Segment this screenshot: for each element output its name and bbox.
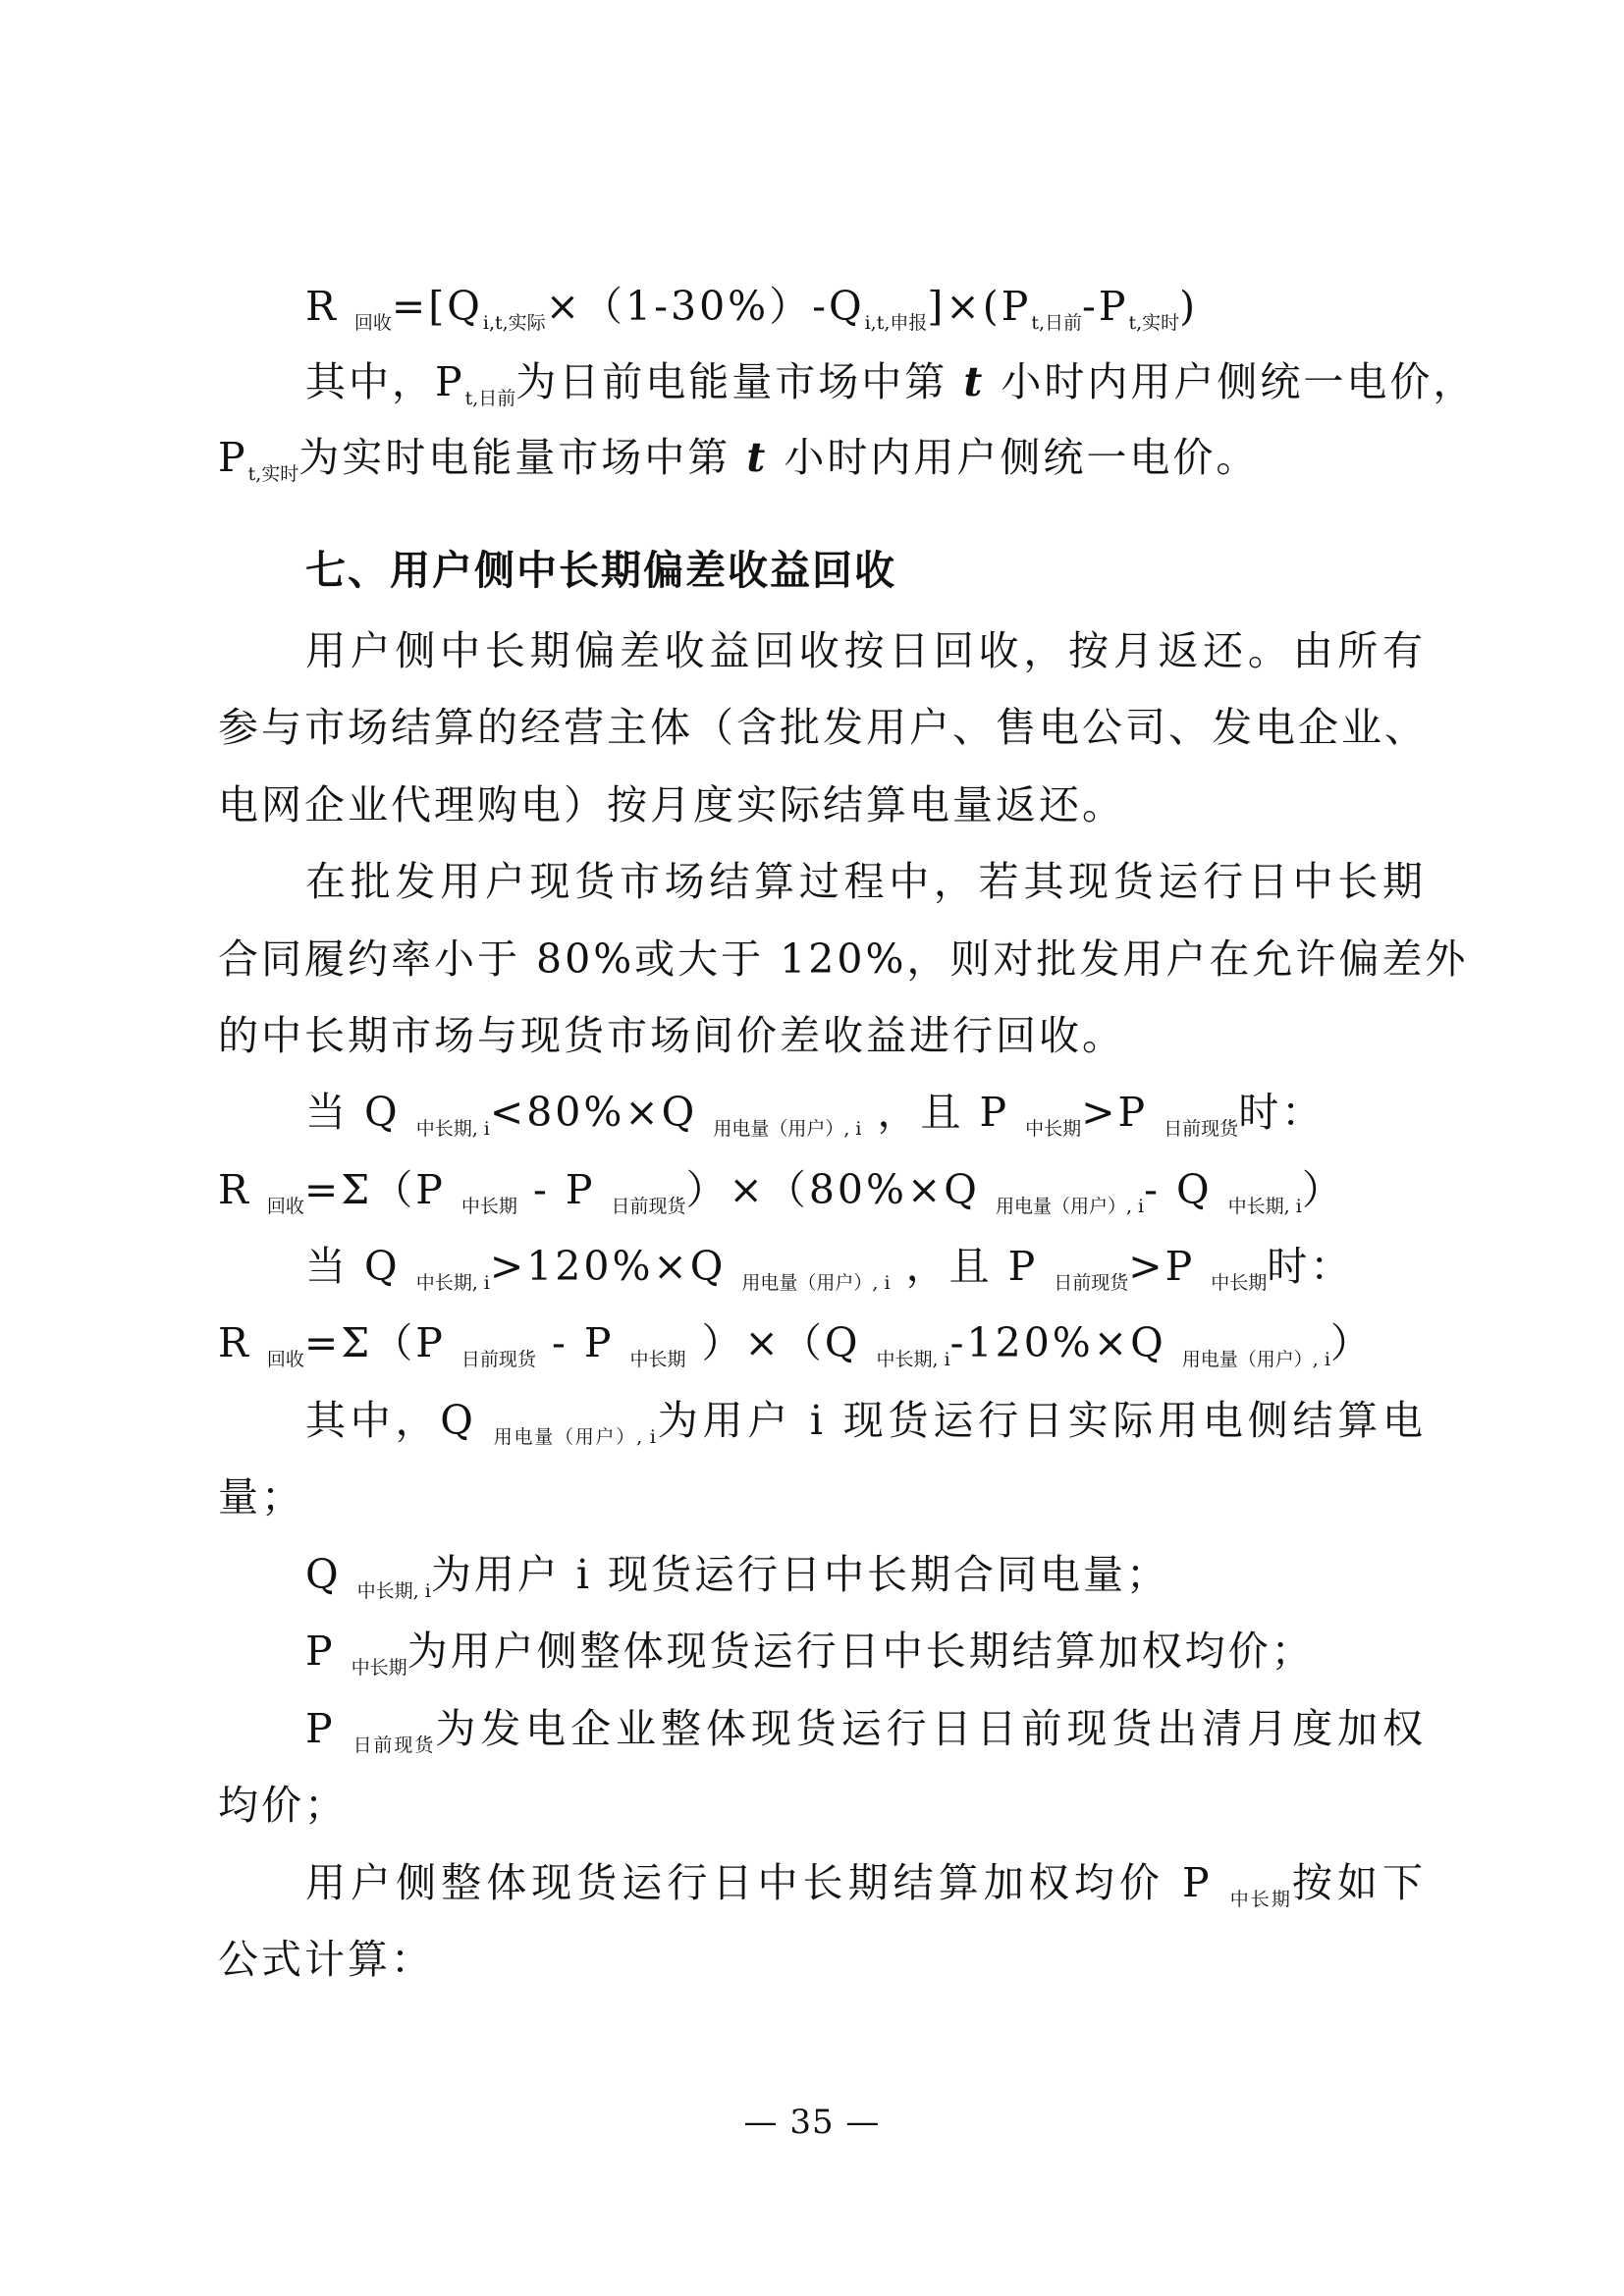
page-number: — 35 — [743,2103,881,2142]
section-heading: 七、用户侧中长期偏差收益回收 [305,547,896,594]
paragraph-line: 电网企业代理购电）按月度实际结算电量返还。 [218,781,1125,828]
paragraph-line: 在批发用户现货市场结算过程中，若其现货运行日中长期 [305,858,1426,905]
condition-above-120: 当 Q $_{中长期, i}$>120%×Q $_{用电量(用户), i}$ ，且 P $_{日前现货}$>P $_{中长期}$时： [305,1243,1354,1295]
paragraph-line: 量； [218,1473,304,1521]
paragraph-line: 用户侧整体现货运行日中长期结算加权均价 P $_{中长期}$按如下 [305,1859,1426,1911]
paragraph-line: 用户侧中长期偏差收益回收按日回收，按月返还。由所有 [305,627,1426,674]
paragraph-line: 参与市场结算的经营主体（含批发用户、售电公司、发电企业、 [218,704,1428,751]
paragraph-line: 的中长期市场与现货市场间价差收益进行回收。 [218,1012,1125,1059]
definition-contract-price: P $_{中长期}$为用户侧整体现货运行日中长期结算加权均价； [305,1628,1315,1680]
paragraph-line: 公式计算： [218,1936,434,1983]
formula-recovery-above-120: R $_{回收}$=Σ（P $_{日前现货}$ - P $_{中长期}$ ）×（Q $_{中长期, i}$-120%×Q $_{用电量(用户), i}$） [218,1319,1374,1371]
condition-below-80: 当 Q $_{中长期, i}$<80%×Q $_{用电量(用户), i}$ ，且 P $_{中长期}$>P $_{日前现货}$时： [305,1089,1326,1141]
definition-spot-price: P $_{日前现货}$为发电企业整体现货运行日日前现货出清月度加权 [305,1705,1426,1757]
formula-recovery-below-80: R $_{回收}$=Σ（P $_{中长期}$ - P $_{日前现货}$）×（80%×Q $_{用电量(用户), i}$- Q $_{中长期, i}$） [218,1166,1345,1218]
paragraph-line: 均价； [218,1782,348,1829]
definition-contract-quantity: Q $_{中长期, i}$为用户 i 现货运行日中长期合同电量； [305,1551,1169,1603]
definition-realtime-price: $P_{t,实时}$为实时电能量市场中第 t 小时内用户侧统一电价。 [218,434,1260,486]
definition-user-consumption: 其中，Q $_{用电量(用户), i}$为用户 i 现货运行日实际用电侧结算电 [305,1397,1426,1449]
definition-day-ahead-price: 其中，$P_{t,日前}$为日前电能量市场中第 t 小时内用户侧统一电价， [305,358,1477,410]
formula-recovery-realtime: R $_{回收}=[Q_{i,t,实际}\times(1-30\%)-Q_{i,t,申报}]\times(P_{t,日前}-P_{t,实时})$ [305,283,1199,335]
paragraph-line: 合同履约率小于 80%或大于 120%，则对批发用户在允许偏差外 [218,935,1469,983]
